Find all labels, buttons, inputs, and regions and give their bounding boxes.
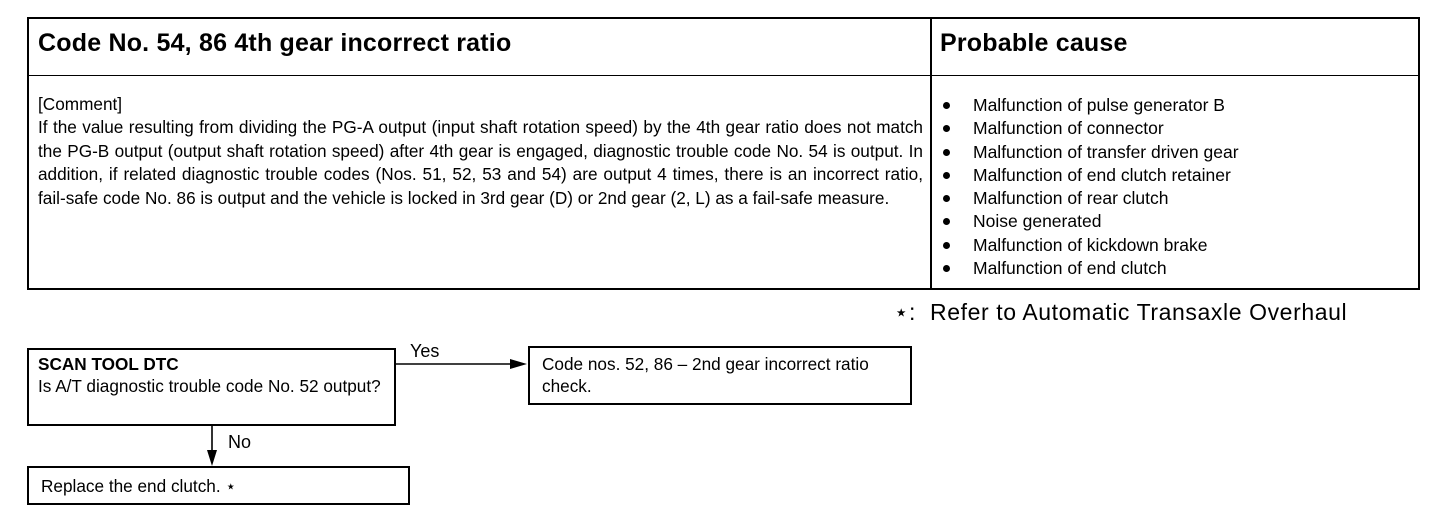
comment-label: [Comment] [38, 94, 123, 114]
cause-text: Malfunction of transfer driven gear [973, 141, 1239, 162]
cause-text: Malfunction of end clutch retainer [973, 164, 1231, 185]
yes-arrow-head [510, 359, 527, 369]
probable-cause-heading: Probable cause [940, 29, 1128, 57]
no-label: No [228, 432, 252, 452]
cause-text: Noise generated [973, 211, 1102, 232]
yes-result-text: Code nos. 52, 86 – 2nd gear incorrect ratio check. [542, 354, 869, 396]
yes-label: Yes [410, 341, 440, 361]
decision-question: Is A/T diagnostic trouble code No. 52 output? [38, 375, 381, 396]
code-title: Code No. 54, 86 4th gear incorrect ratio [38, 29, 512, 57]
reference-note-text: Refer to Automatic Transaxle Overhaul [930, 299, 1348, 325]
decision-title: SCAN TOOL DTC [38, 354, 179, 374]
cause-text: Malfunction of pulse generator B [973, 95, 1225, 115]
cause-text: Malfunction of connector [973, 118, 1164, 139]
no-arrow-head [207, 450, 217, 466]
cause-text: Malfunction of rear clutch [973, 188, 1169, 209]
no-result-text: Replace the end clutch. ⋆ [41, 476, 237, 496]
cause-text: Malfunction of end clutch [973, 258, 1167, 279]
star-icon: ⋆: [894, 299, 916, 325]
cause-text: Malfunction of kickdown brake [973, 234, 1208, 255]
comment-text: If the value resulting from dividing the PG-A output (input shaft rotation speed) by the 4th gear ratio does not match the PG-B output (output shaft rotation speed) after 4th gear is engaged, diagnostic trouble code No. 54 is output. In addition, if related diagnostic trouble codes (Nos. 51, 52, 53 and 54) are output 4 times, there is an incorrect ratio, fail-safe code No. 86 is output and the vehicle is locked in 3rd gear (D) or 2nd gear (2, L) as a fail-safe measure. [38, 117, 923, 208]
